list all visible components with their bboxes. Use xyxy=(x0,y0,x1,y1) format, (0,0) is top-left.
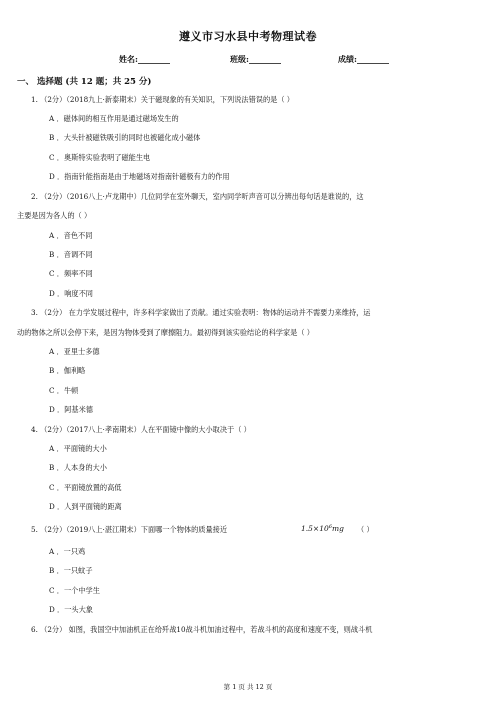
page-title: 遵义市习水县中考物理试卷 xyxy=(179,30,317,43)
mass-expression: $1.5\times 10^6mg$ xyxy=(301,524,344,533)
name-field[interactable]: 姓名:________ xyxy=(119,54,170,64)
score-field[interactable]: 成绩:________ xyxy=(338,54,389,64)
document-page: 遵义市习水县中考物理试卷 姓名:________ 班级:________ 成绩:________ 一、 选择题 (共 12 题；共 25 分) 1. （2分）（2018九上·新泰期末）关于磁现象的有关知识，下列说法错误的是（ ） A ．磁体间的相互作用是通过磁场发生的 B ．大头针被磁铁吸引的同时也被磁化成小磁体 C ．奥斯特实验表明了磁能生电 D ．指南针能指南是由于地磁场对指南针磁极有力的作用 2. （2分）（2016八上·卢龙期中）几位同学在室外聊天，室内同学听声音可以分辨出每句话是谁说的，这 主要是因为各人的（ ） A ．音色不同 B ．音调不同 C ．频率不同 D ．响度不同 3. （2分） 在力学发展过程中，许多科学家做出了贡献。通过实验表明：物体的运动并不需要力来维持，运 动的物体之所以会停下来，是因为物体受到了摩擦阻力。最初得到该实验结论的科学家是（ ） A ．亚里士多德 B ．伽利略 C ．牛顿 D ．阿基米德 4. （2分）（2017八上·孝南期末）人在平面镜中像的大小取决于（ ） A ．平面镜的大小 B ．人本身的大小 C ．平面镜放置的高低 D ．人到平面镜的距离 5. （2分）（2019八上·湛江期末）下面哪一个物体的质量接近 $1.5\times 10^6mg$ （ ） A ．一只鸡 B ．一只蚊子 C ．一个中学生 D ．一头大象 6. （2分） 如图，我国空中加油机正在给歼战10战斗机加油过程中，若战斗机的高度和速度不变，则战斗机 第 1 页 共 12 页 xyxy=(0,0,496,702)
class-field[interactable]: 班级:________ xyxy=(230,54,281,64)
section-heading: 一、 选择题 (共 12 题；共 25 分) xyxy=(17,77,152,87)
page-footer: 第 1 页 共 12 页 xyxy=(223,683,273,691)
